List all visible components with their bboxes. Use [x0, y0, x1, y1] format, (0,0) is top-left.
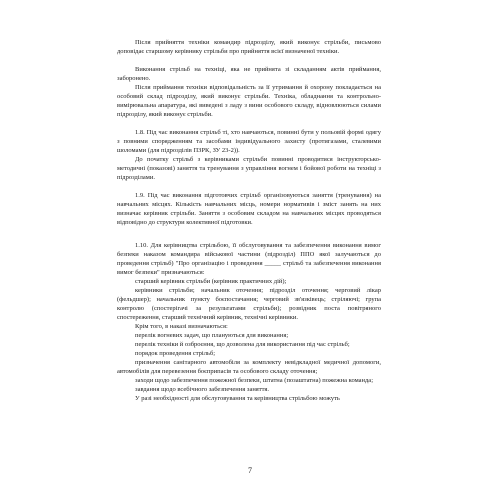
paragraph-3: Після приймання техніки відповідальність за її утримання й охорону покладається на особовий склад підрозділу, який виконує стрільби. Техніка, обладнання та контрольно-вимірювальна апаратура, які виведені з ладу з вини особового складу, відновлюються силами підрозділу, який виконує стрільби.	[117, 84, 381, 118]
paragraph-8: старший керівник стрільби (керівник практичних дій);	[135, 278, 287, 285]
paragraph-4: 1.8. Під час виконання стрільб ті, хто навчаються, повинні бути у польовій формі одягу з повними спорядженням та засобами індивідуального захисту (протигазами, сталевими шоломами (для підрозділів ПЗРК, ЗУ 23-2)).	[117, 129, 381, 154]
page-body	[117, 38, 381, 403]
paragraph-6: 1.9. Під час виконання підготовчих стрільб організовуються заняття (тренування) на навчальних місцях. Кількість навчальних місць, номери нормативів і зміст занять на них визначає керівник стрільби. Заняття з особовим складом на навчальних місцях проводяться відповідно до структури колективної підготовки.	[117, 192, 381, 226]
paragraph-1: Після прийняття техніки командир підрозділу, який виконує стрільби, письмово доповідає старшому керівнику стрільби про прийняття всієї визначеної техніки.	[117, 39, 381, 55]
paragraph-10: Крім того, в наказі визначаються:	[135, 323, 228, 330]
paragraph-16: завдання щодо всебічного забезпечення заняття.	[135, 386, 270, 393]
paragraph-2: Виконання стрільб на техніці, яка не прийнята зі складанням актів приймання, заборонено.	[117, 66, 381, 82]
paragraph-12: перелік техніки й озброєння, що дозволена для використання під час стрільб;	[135, 341, 350, 348]
paragraph-11: перелік вогневих задач, що плануються для виконання;	[135, 332, 289, 339]
paragraph-7: 1.10. Для керівництва стрільбою, її обслуговування та забезпечення виконання вимог безпеки наказом командира військової частини (підрозділ) ППО якої залучаються до проведення стрільб) "Про організацію і проведення _____ стрільб та забезпечення виконання вимог безпеки" призначаються:	[117, 242, 381, 276]
paragraph-5: До початку стрільб з керівниками стрільби повинні проводитися інструкторсько-методичні (показові) заняття та тренування з управління вогнем і бойової роботи на техніці з підрозділами.	[117, 156, 381, 181]
paragraph-9: керівники стрільби; начальник оточення; підрозділ оточення; черговий лікар (фельдшер); начальник пункту боєпостачання; черговий зв'язківець; стріляючі; група контролю (спостерігачі за результатами стрільби); розвідник поста повітряного спостереження, старший технічний керівник, технічні керівники.	[117, 287, 381, 321]
paragraph-17: У разі необхідності для обслуговування та керівництва стрільбою можуть	[135, 395, 340, 402]
paragraph-14: призначення санітарного автомобіля за комплекту невідкладної медичної допомоги, автомобілів для перевезення боєприпасів та особового складу оточення;	[117, 359, 381, 375]
paragraph-15: заходи щодо забезпечення пожежної безпеки, штатна (позаштатна) пожежна команда;	[135, 377, 373, 384]
page-number: 7	[248, 466, 252, 475]
paragraph-13: порядок проведення стрільб;	[135, 350, 216, 357]
